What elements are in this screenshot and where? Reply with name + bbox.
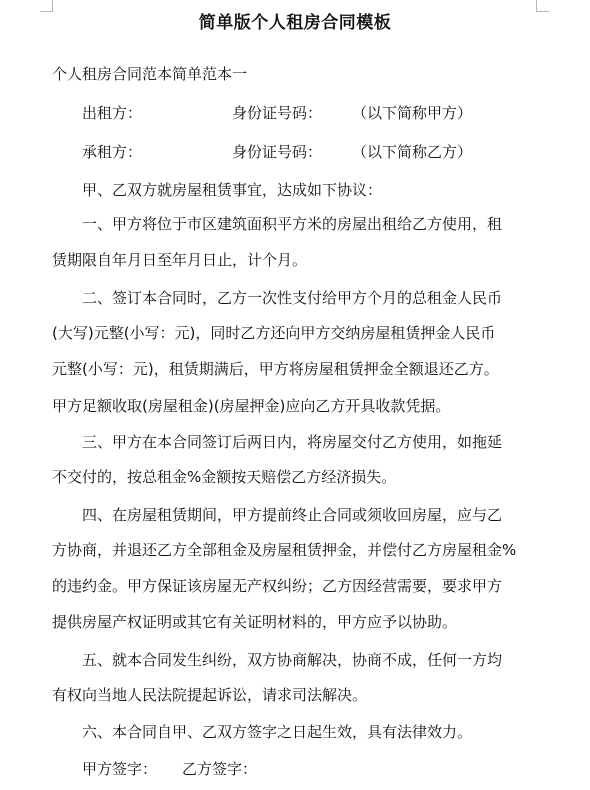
id-number-label: 身份证号码： bbox=[232, 143, 323, 161]
id-number-label: 身份证号码： bbox=[232, 104, 323, 122]
document-title: 简单版个人租房合同模板 bbox=[198, 13, 392, 33]
clause-2-line: 元整(小写：元)，租赁期满后，甲方将房屋租赁押金全额退还乙方。 bbox=[52, 360, 499, 378]
clause-4-line: 的违约金。甲方保证该房屋无产权纠纷；乙方因经营需要，要求甲方 bbox=[52, 577, 503, 595]
clause-5-line: 有权向当地人民法院提起诉讼，请求司法解决。 bbox=[52, 686, 368, 704]
party-row-lessor bbox=[82, 103, 552, 123]
party-b-signature-label: 乙方签字： bbox=[182, 760, 258, 778]
clause-3-line: 不交付的，按总租金%金额按天赔偿乙方经济损失。 bbox=[52, 468, 397, 486]
party-a-signature-label: 甲方签字： bbox=[82, 760, 158, 778]
clause-1-line: 一、甲方将位于市区建筑面积平方米的房屋出租给乙方使用，租 bbox=[82, 215, 503, 233]
clause-3-line: 三、甲方在本合同签订后两日内，将房屋交付乙方使用，如拖延 bbox=[82, 433, 503, 451]
party-alias: （以下简称乙方） bbox=[352, 143, 473, 161]
clause-1-line: 赁期限自年月日至年月日止，计个月。 bbox=[52, 251, 308, 269]
clause-2-line: 二、签订本合同时，乙方一次性支付给甲方个月的总租金人民币 bbox=[82, 289, 503, 307]
party-role: 出租方： bbox=[82, 104, 143, 122]
clause-2-line: 甲方足额收取(房屋租金)(房屋押金)应向乙方开具收款凭据。 bbox=[52, 397, 451, 415]
party-alias: （以下简称甲方） bbox=[352, 104, 473, 122]
document-subtitle: 个人租房合同范本简单范本一 bbox=[52, 65, 248, 83]
clause-4-line: 四、在房屋租赁期间，甲方提前终止合同或须收回房屋，应与乙 bbox=[82, 506, 503, 524]
party-role: 承租方： bbox=[82, 143, 143, 161]
clause-6-line: 六、本合同自甲、乙双方签字之日起生效，具有法律效力。 bbox=[82, 723, 473, 741]
party-row-lessee bbox=[82, 142, 552, 162]
clause-4-line: 提供房屋产权证明或其它有关证明材料的，甲方应予以协助。 bbox=[52, 613, 458, 631]
clause-5-line: 五、就本合同发生纠纷，双方协商解决，协商不成，任何一方均 bbox=[82, 651, 503, 669]
clause-4-line: 方协商，并退还乙方全部租金及房屋租赁押金，并偿付乙方房屋租金% bbox=[52, 541, 517, 559]
clause-2-line: (大写)元整(小写：元)，同时乙方还向甲方交纳房屋租赁押金人民币 bbox=[52, 324, 496, 342]
agreement-intro: 甲、乙双方就房屋租赁事宜，达成如下协议： bbox=[82, 181, 383, 199]
